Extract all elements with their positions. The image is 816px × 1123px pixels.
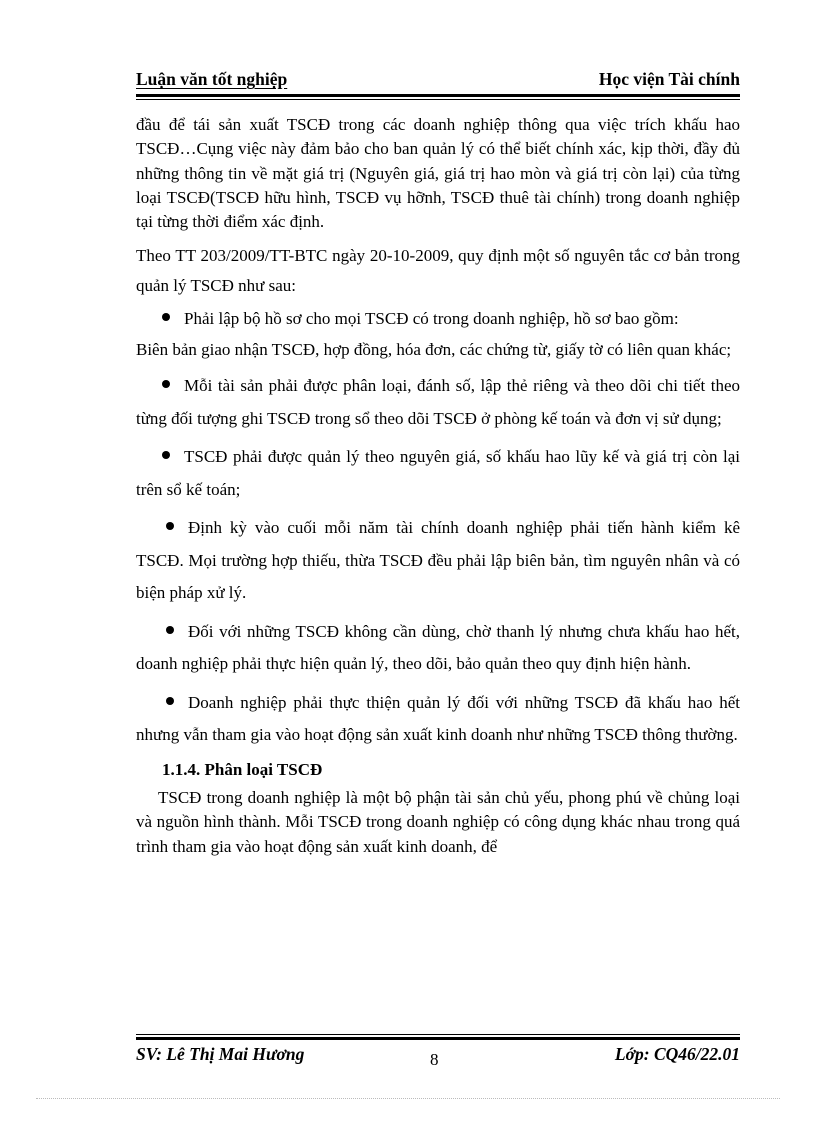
bullet-icon (166, 697, 174, 705)
paragraph-regulation: Theo TT 203/2009/TT-BTC ngày 20-10-2009, quy định một số nguyên tắc cơ bản trong quản lý TSCĐ như sau: (136, 246, 740, 296)
footer-student-name: SV: Lê Thị Mai Hương (136, 1044, 305, 1064)
header-institution: Học viện Tài chính (598, 69, 740, 89)
section-heading: 1.1.4. Phân loại TSCĐ (162, 759, 323, 779)
bullet-item-valuation (136, 441, 740, 506)
bullet-icon (166, 522, 174, 530)
header-thesis-title: Luận văn tốt nghiệp (136, 69, 288, 89)
footer-rule-thick (136, 1037, 740, 1040)
bullet-text: Phải lập bộ hồ sơ cho mọi TSCĐ có trong doanh nghiệp, hồ sơ bao gồm: (184, 309, 679, 329)
bullet-text: TSCĐ phải được quản lý theo nguyên giá, số khấu hao lũy kế và giá trị còn lại trên sổ kế toán; (136, 447, 740, 499)
page-bottom-divider (36, 1098, 780, 1099)
bullet-item-classification (136, 370, 740, 435)
footer-page-number: 8 (430, 1050, 439, 1069)
bullet-item-inventory (136, 512, 740, 610)
bullet-text: Mỗi tài sản phải được phân loại, đánh số, lập thẻ riêng và theo dõi chi tiết theo từng đối tượng ghi TSCĐ trong sổ theo dõi TSCĐ ở phòng kế toán và đơn vị sử dụng; (136, 376, 740, 428)
page-header (136, 68, 740, 92)
bullet-text: Doanh nghiệp phải thực thiện quản lý đối với những TSCĐ đã khấu hao hết nhưng vẫn tham gia vào hoạt động sản xuất kinh doanh như những TSCĐ thông thường. (136, 692, 740, 745)
bullet-item-fully-depreciated (136, 687, 740, 752)
bullet-item-unused-assets (136, 616, 740, 681)
paragraph-intro: đầu để tái sản xuất TSCĐ trong các doanh nghiệp thông qua việc trích khấu hao TSCĐ…Cụng việc này đảm bảo cho ban quản lý có thể biết chính xác, kịp thời, đầy đủ những thông tin về mặt giá trị (Nguyên giá, giá trị hao mòn và giá trị còn lại) của từng loại TSCĐ(TSCĐ hữu hình, TSCĐ vụ hỡnh, TSCĐ thuê tài chính) trong doanh nghiệp tại từng thời điểm xác định. (136, 115, 740, 232)
paragraph-documents: Biên bản giao nhận TSCĐ, hợp đồng, hóa đơn, các chứng từ, giấy tờ có liên quan khác; (136, 339, 732, 359)
header-rule-thick (136, 94, 740, 97)
bullet-text: Định kỳ vào cuối mỗi năm tài chính doanh nghiệp phải tiến hành kiểm kê TSCĐ. Mọi trường hợp thiếu, thừa TSCĐ đều phải lập biên bản, tìm nguyên nhân và có biện pháp xử lý. (136, 518, 740, 603)
body-text (136, 113, 740, 859)
bullet-icon (162, 313, 170, 321)
bullet-text: Đối với những TSCĐ không cần dùng, chờ thanh lý nhưng chưa khấu hao hết, doanh nghiệp phải thực hiện quản lý, theo dõi, bảo quản theo quy định hiện hành. (136, 621, 740, 674)
header-rule-thin (136, 99, 740, 100)
footer-class-code: Lớp: CQ46/22.01 (614, 1044, 740, 1064)
bullet-icon (162, 451, 170, 459)
bullet-icon (162, 380, 170, 388)
bullet-item-records (136, 305, 740, 334)
paragraph-classification: TSCĐ trong doanh nghiệp là một bộ phận tài sản chủ yếu, phong phú về chủng loại và nguồn hình thành. Mỗi TSCĐ trong doanh nghiệp có công dụng khác nhau trong quá trình tham gia vào hoạt động sản xuất kinh doanh, để (136, 787, 740, 856)
bullet-icon (166, 626, 174, 634)
footer-rule-thin (136, 1034, 740, 1035)
